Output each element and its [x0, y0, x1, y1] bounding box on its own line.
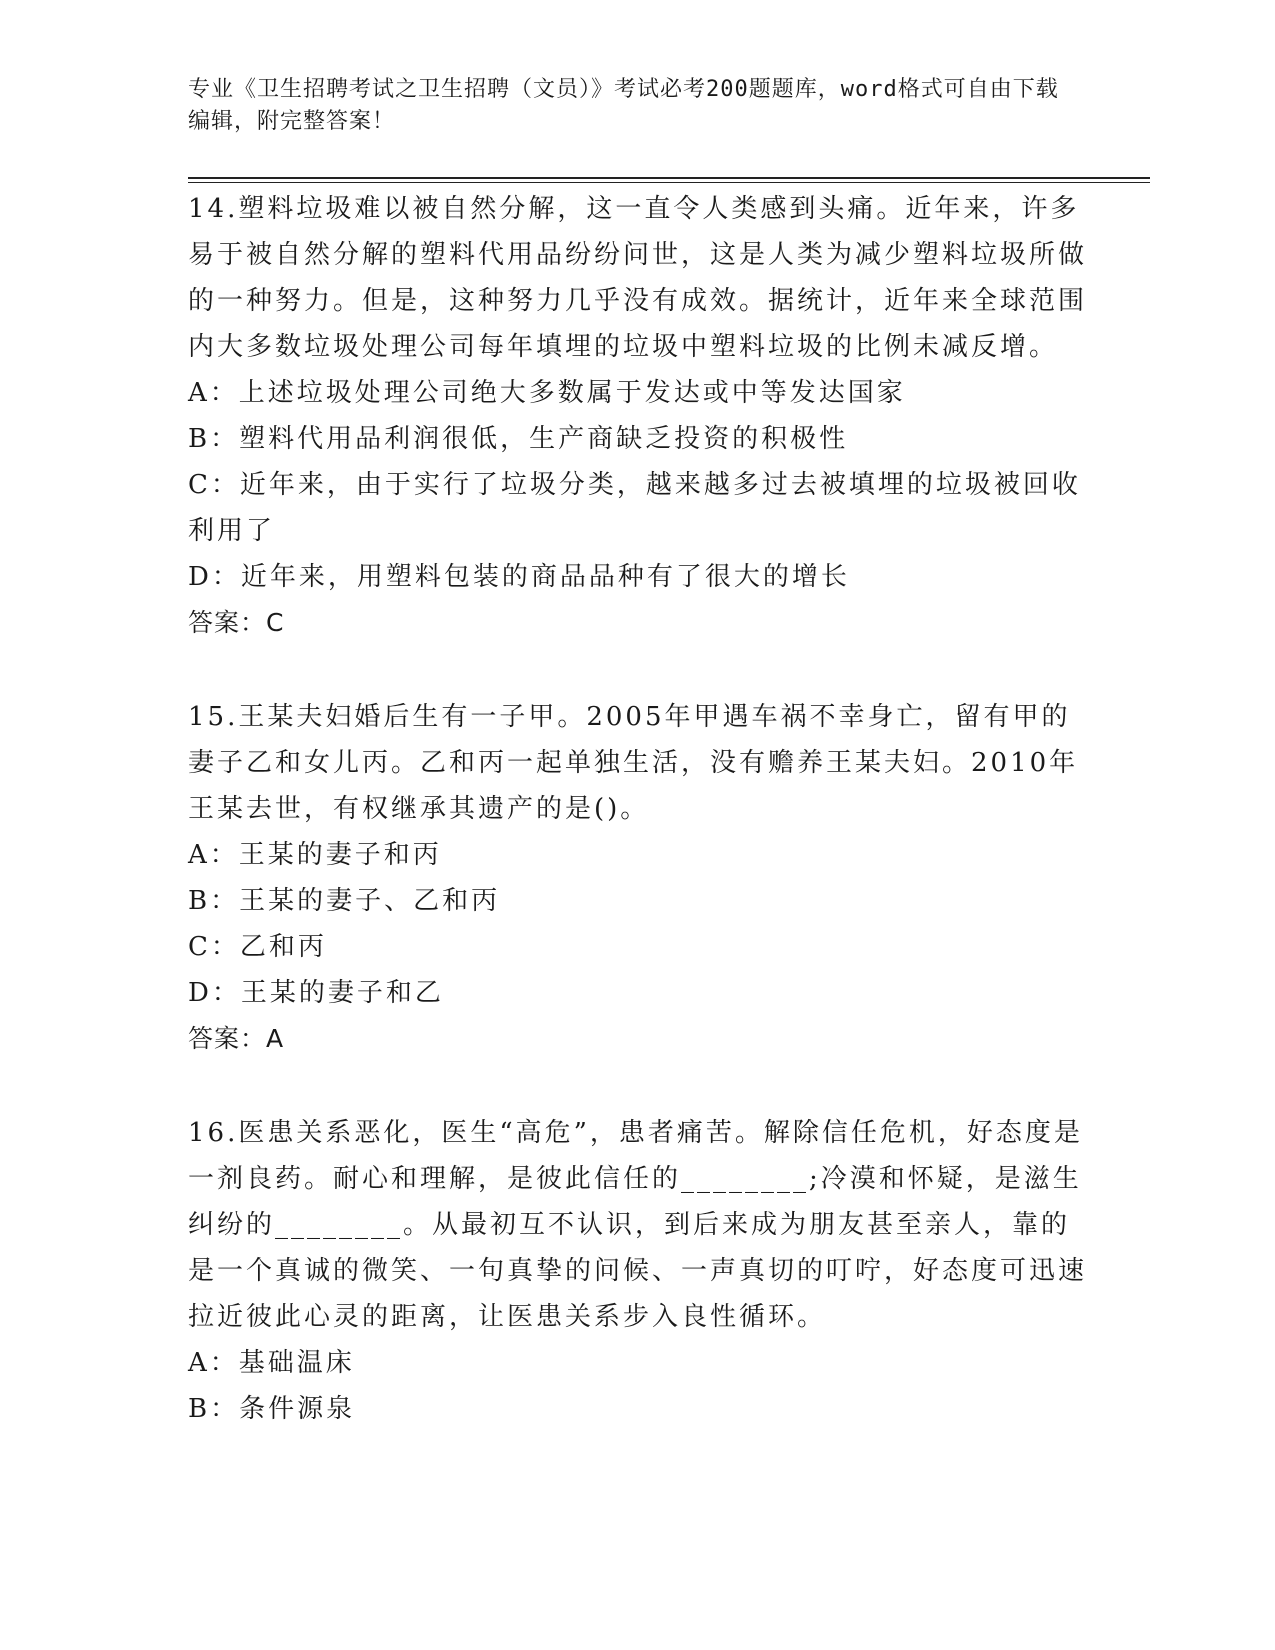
- question-stem: 16.医患关系恶化，医生“高危”，患者痛苦。解除信任危机，好态度是一剂良药。耐心和理解，是彼此信任的________;冷漠和怀疑，是滋生纠纷的________。从最初互不认识，到后来成为朋友甚至亲人，靠的是一个真诚的微笑、一句真挚的问候、一声真切的叮咛，好态度可迅速拉近彼此心灵的距离，让医患关系步入良性循环。: [188, 1118, 1088, 1332]
- option-d: D：近年来，用塑料包装的商品品种有了很大的增长: [188, 562, 850, 592]
- option-a: A：王某的妻子和丙: [188, 840, 442, 870]
- question-stem: 14.塑料垃圾难以被自然分解，这一直令人类感到头痛。近年来，许多易于被自然分解的塑料代用品纷纷问世，这是人类为减少塑料垃圾所做的一种努力。但是，这种努力几乎没有成效。据统计，近年来全球范围内大多数垃圾处理公司每年填埋的垃圾中塑料垃圾的比例未减反增。: [188, 194, 1088, 362]
- option-a: A：基础温床: [188, 1348, 355, 1378]
- option-c: C：近年来，由于实行了垃圾分类，越来越多过去被填埋的垃圾被回收利用了: [188, 470, 1081, 546]
- answer-line: 答案：C: [188, 608, 285, 637]
- option-a: A：上述垃圾处理公司绝大多数属于发达或中等发达国家: [188, 378, 906, 408]
- question-stem: 15.王某夫妇婚后生有一子甲。2005年甲遇车祸不幸身亡，留有甲的妻子乙和女儿丙。乙和丙一起单独生活，没有赡养王某夫妇。2010年王某去世，有权继承其遗产的是()。: [188, 702, 1079, 824]
- document-header: 专业《卫生招聘考试之卫生招聘（文员）》考试必考200题题库，word格式可自由下载编辑，附完整答案！: [188, 77, 1059, 134]
- option-b: B：王某的妻子、乙和丙: [188, 886, 501, 916]
- question-15: [188, 694, 1088, 1062]
- header-rule-thin: [188, 182, 1150, 183]
- question-16: [188, 1110, 1088, 1432]
- answer-line: 答案：A: [188, 1024, 285, 1053]
- option-b: B：条件源泉: [188, 1394, 356, 1424]
- question-list: [188, 186, 1088, 1480]
- option-b: B：塑料代用品利润很低，生产商缺乏投资的积极性: [188, 424, 849, 454]
- option-d: D：王某的妻子和乙: [188, 978, 444, 1008]
- question-14: [188, 186, 1088, 646]
- header-rule-thick: [188, 177, 1150, 179]
- option-c: C：乙和丙: [188, 932, 327, 962]
